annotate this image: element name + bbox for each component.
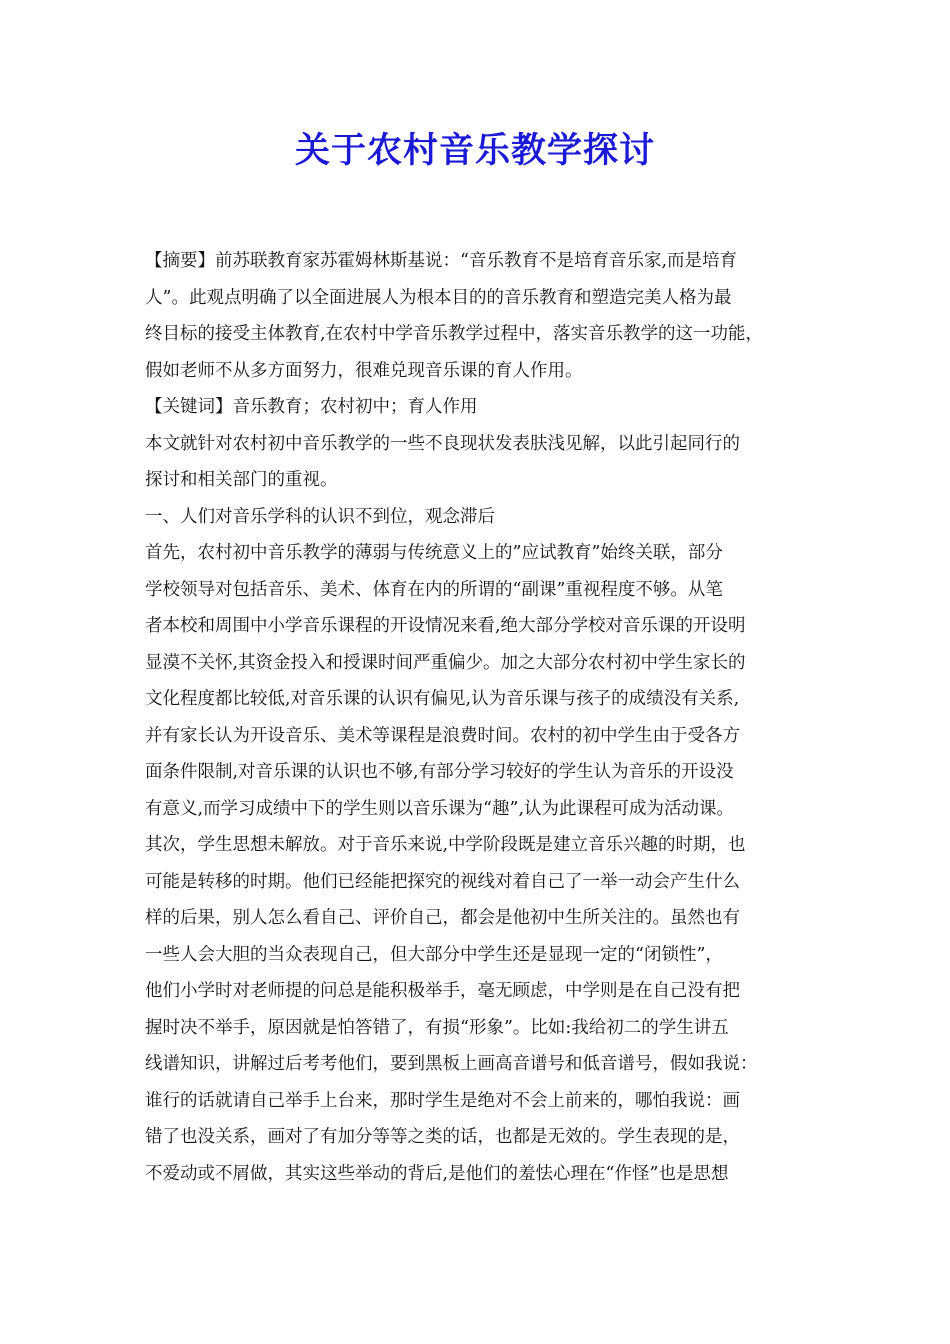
body-line: 线谱知识，讲解过后考考他们，要到黑板上画高音谱号和低音谱号，假如我说： — [145, 1054, 758, 1074]
body-line: 首先，农村初中音乐教学的薄弱与传统意义上的”应试教育”始终关联，部分 — [145, 543, 723, 563]
body-line: 面条件限制,对音乐课的认识也不够,有部分学习较好的学生认为音乐的开设没 — [145, 762, 734, 782]
body-line: 文化程度都比较低,对音乐课的认识有偏见,认为音乐课与孩子的成绩没有关系, — [145, 689, 740, 709]
body-line: 错了也没关系，画对了有加分等等之类的话，也都是无效的。学生表现的是， — [145, 1127, 740, 1147]
body-line: 谁行的话就请自己举手上台来，那时学生是绝对不会上前来的，哪怕我说：画 — [145, 1090, 740, 1111]
keywords-line: 【关键词】音乐教育；农村初中；育人作用 — [145, 397, 478, 417]
body-line: 假如老师不从多方面努力，很难兑现音乐课的育人作用。 — [145, 360, 583, 381]
body-line: 人”。此观点明确了以全面进展人为根本目的的音乐教育和塑造完美人格为最 — [145, 287, 732, 308]
document-body — [145, 243, 830, 1192]
body-line: 他们小学时对老师提的问总是能积极举手，毫无顾虑，中学则是在自己没有把 — [145, 981, 740, 1001]
body-line: 探讨和相关部门的重视。 — [145, 470, 338, 490]
document-title: 关于农村音乐教学探讨 — [294, 131, 655, 171]
body-line: 样的后果，别人怎么看自己、评价自己，都会是他初中生所关注的。虽然也有 — [145, 908, 740, 928]
body-line: 可能是转移的时期。他们已经能把探究的视线对着自己了一举一动会产生什么 — [145, 871, 740, 892]
body-line: 学校领导对包括音乐、美术、体育在内的所谓的“副课”重视程度不够。从笔 — [145, 579, 723, 600]
body-line: 不爱动或不屑做，其实这些举动的背后,是他们的羞怯心理在“作怪”也是思想 — [145, 1163, 729, 1184]
body-line: 显漠不关怀,其资金投入和授课时间严重偏少。加之大部分农村初中学生家长的 — [145, 652, 746, 673]
body-line: 握时决不举手，原因就是怕答错了，有损“形象”。比如:我给初二的学生讲五 — [145, 1017, 729, 1038]
body-line: 终目标的接受主体教育,在农村中学音乐教学过程中，落实音乐教学的这一功能， — [145, 324, 764, 344]
section-heading: 一、人们对音乐学科的认识不到位，观念滞后 — [145, 506, 495, 527]
body-line: 【摘要】前苏联教育家苏霍姆林斯基说：“音乐教育不是培育音乐家,而是培育 — [145, 251, 738, 271]
body-line: 并有家长认为开设音乐、美术等课程是浪费时间。农村的初中学生由于受各方 — [145, 725, 740, 746]
body-line: 其次，学生思想未解放。对于音乐来说,中学阶段既是建立音乐兴趣的时期，也 — [145, 835, 746, 855]
body-line: 有意义,而学习成绩中下的学生则以音乐课为“趣”,认为此课程可成为活动课。 — [145, 798, 735, 819]
body-line: 本文就针对农村初中音乐教学的一些不良现状发表肤浅见解，以此引起同行的 — [145, 433, 740, 454]
body-line: 一些人会大胆的当众表现自己，但大部分中学生还是显现一定的“闭锁性”， — [145, 944, 723, 965]
body-line: 者本校和周围中小学音乐课程的开设情况来看,绝大部分学校对音乐课的开设明 — [145, 616, 746, 636]
